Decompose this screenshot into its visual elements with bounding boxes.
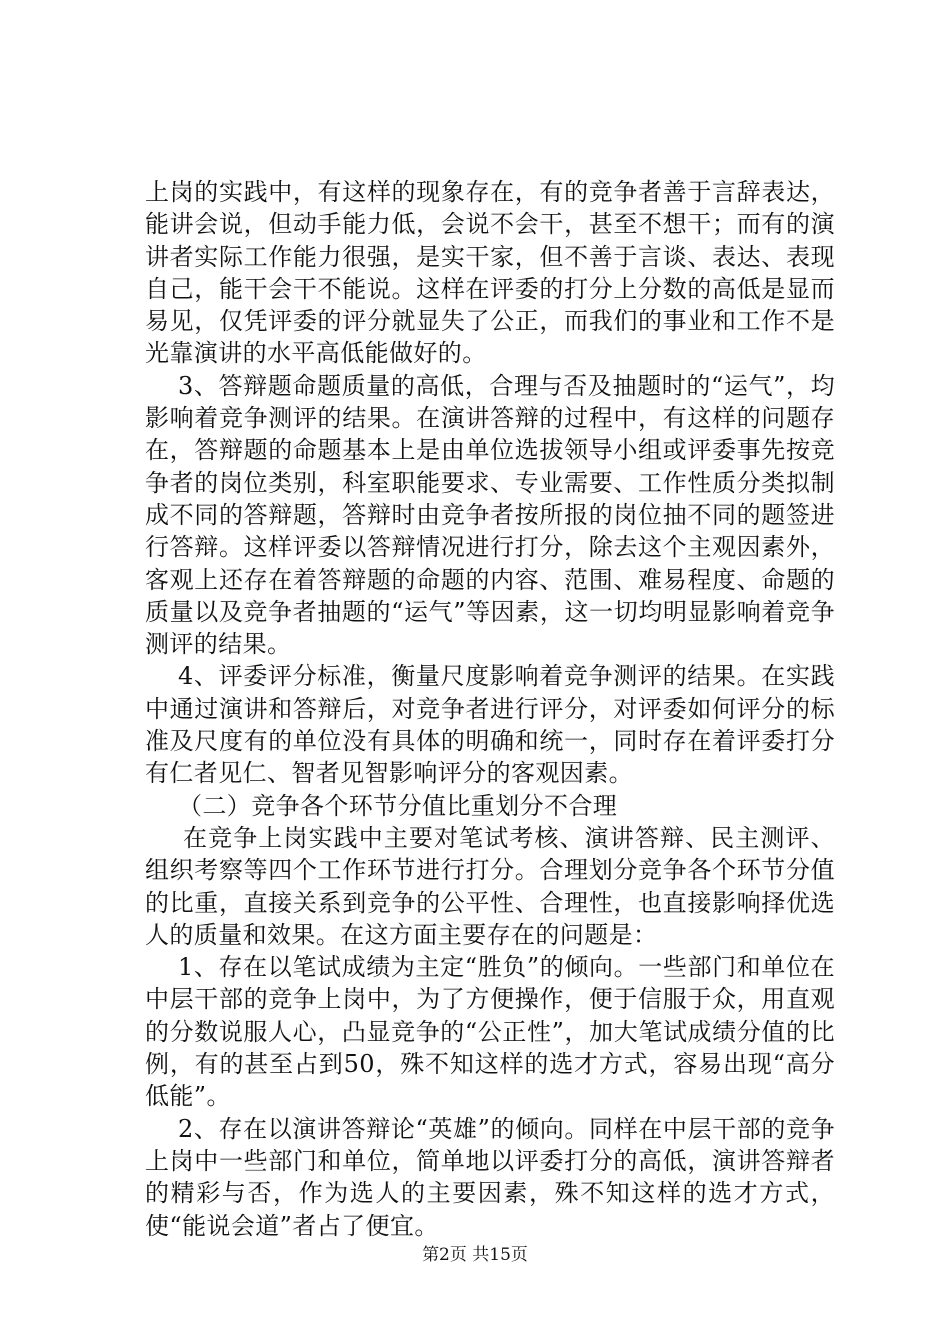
page-number: 第2页 共15页 (422, 1245, 528, 1265)
document-body (145, 176, 835, 1242)
paragraph-continuation: 上岗的实践中，有这样的现象存在，有的竞争者善于言辞表达，能讲会说，但动手能力低，会说不会干，甚至不想干；而有的演讲者实际工作能力很强，是实干家，但不善于言谈、表达、表现自己，能干会干不能说。这样在评委的打分上分数的高低是显而易见，仅凭评委的评分就显失了公正，而我们的事业和工作不是光靠演讲的水平高低能做好的。 (145, 178, 835, 368)
page-footer (0, 1240, 950, 1265)
paragraph-item-1: 1、存在以笔试成绩为主定“胜负”的倾向。一些部门和单位在中层干部的竞争上岗中，为了方便操作，便于信服于众，用直观的分数说服人心，凸显竞争的“公正性”，加大笔试成绩分值的比例，有的甚至占到50，殊不知这样的选才方式，容易出现“高分低能”。 (145, 953, 835, 1111)
paragraph-item-2: 2、存在以演讲答辩论“英雄”的倾向。同样在中层干部的竞争上岗中一些部门和单位，简单地以评委打分的高低，演讲答辩者的精彩与否，作为选人的主要因素，殊不知这样的选才方式，使“能说会道”者占了便宜。 (145, 1114, 835, 1240)
paragraph-section-intro: 在竞争上岗实践中主要对笔试考核、演讲答辩、民主测评、组织考察等四个工作环节进行打分。合理划分竞争各个环节分值的比重，直接关系到竞争的公平性、合理性，也直接影响择优选人的质量和效果。在这方面主要存在的问题是： (145, 823, 835, 949)
section-heading: （二）竞争各个环节分值比重划分不合理 (178, 791, 618, 820)
paragraph-item-3: 3、答辩题命题质量的高低，合理与否及抽题时的“运气”，均影响着竞争测评的结果。在演讲答辩的过程中，有这样的问题存在，答辩题的命题基本上是由单位选拔领导小组或评委事先按竞争者的岗位类别，科室职能要求、专业需要、工作性质分类拟制成不同的答辩题，答辩时由竞争者按所报的岗位抽不同的题签进行答辩。这样评委以答辩情况进行打分，除去这个主观因素外，客观上还存在着答辩题的命题的内容、范围、难易程度、命题的质量以及竞争者抽题的“运气”等因素，这一切均明显影响着竞争测评的结果。 (145, 371, 835, 659)
paragraph-item-4: 4、评委评分标准，衡量尺度影响着竞争测评的结果。在实践中通过演讲和答辩后，对竞争者进行评分，对评委如何评分的标准及尺度有的单位没有具体的明确和统一，同时存在着评委打分有仁者见仁、智者见智影响评分的客观因素。 (145, 662, 835, 788)
